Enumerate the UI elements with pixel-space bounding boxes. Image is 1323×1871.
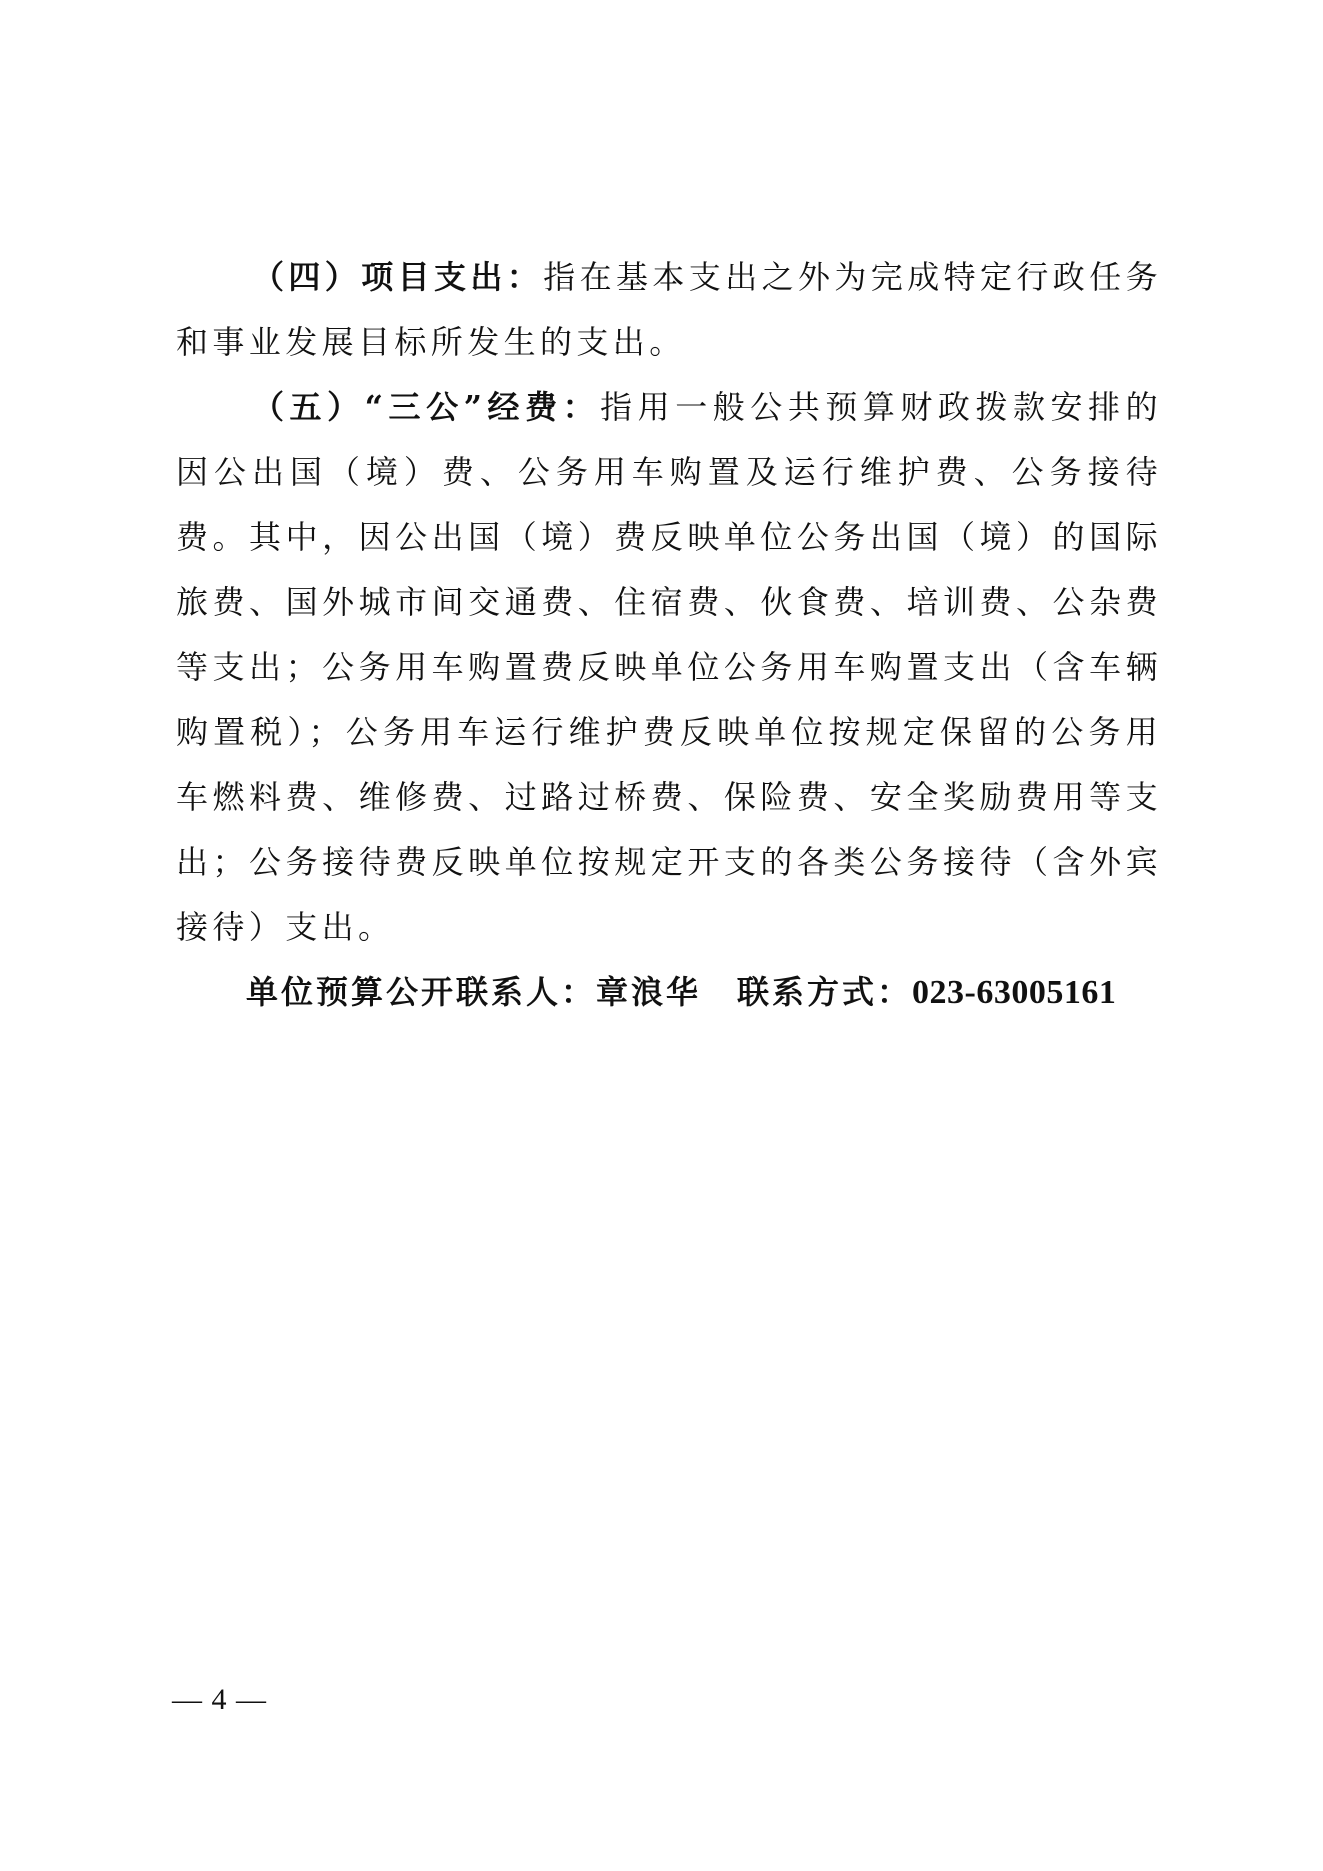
paragraph-heading: （四）项目支出： <box>252 258 544 296</box>
contact-person-name: 章浪华 <box>596 973 702 1011</box>
paragraph-body: 指用一般公共预算财政拨款安排的因公出国（境）费、公务用车购置及运行维护费、公务接待费。其中，因公出国（境）费反映单位公务出国（境）的国际旅费、国外城市间交通费、住宿费、伙食费、培训费、公杂费等支出；公务用车购置费反映单位公务用车购置支出（含车辆购置税）；公务用车运行维护费反映单位按规定保留的公务用车燃料费、维修费、过路过桥费、保险费、安全奖励费用等支出；公务接待费反映单位按规定开支的各类公务接待（含外宾接待）支出。 <box>176 388 1162 946</box>
document-body <box>176 245 1162 1025</box>
page-number: — 4 — <box>172 1683 267 1716</box>
paragraph-project-expenditure <box>176 245 1162 375</box>
paragraph-heading: （五）“三公”经费： <box>252 388 601 426</box>
paragraph-three-public-expenses <box>176 375 1162 960</box>
contact-phone: 023-63005161 <box>912 974 1117 1011</box>
contact-method-label: 联系方式： <box>737 973 913 1011</box>
contact-person-label: 单位预算公开联系人： <box>246 973 597 1011</box>
paragraph-body: 指在基本支出之外为完成特定行政任务和事业发展目标所发生的支出。 <box>176 258 1163 361</box>
contact-line <box>176 960 1162 1025</box>
